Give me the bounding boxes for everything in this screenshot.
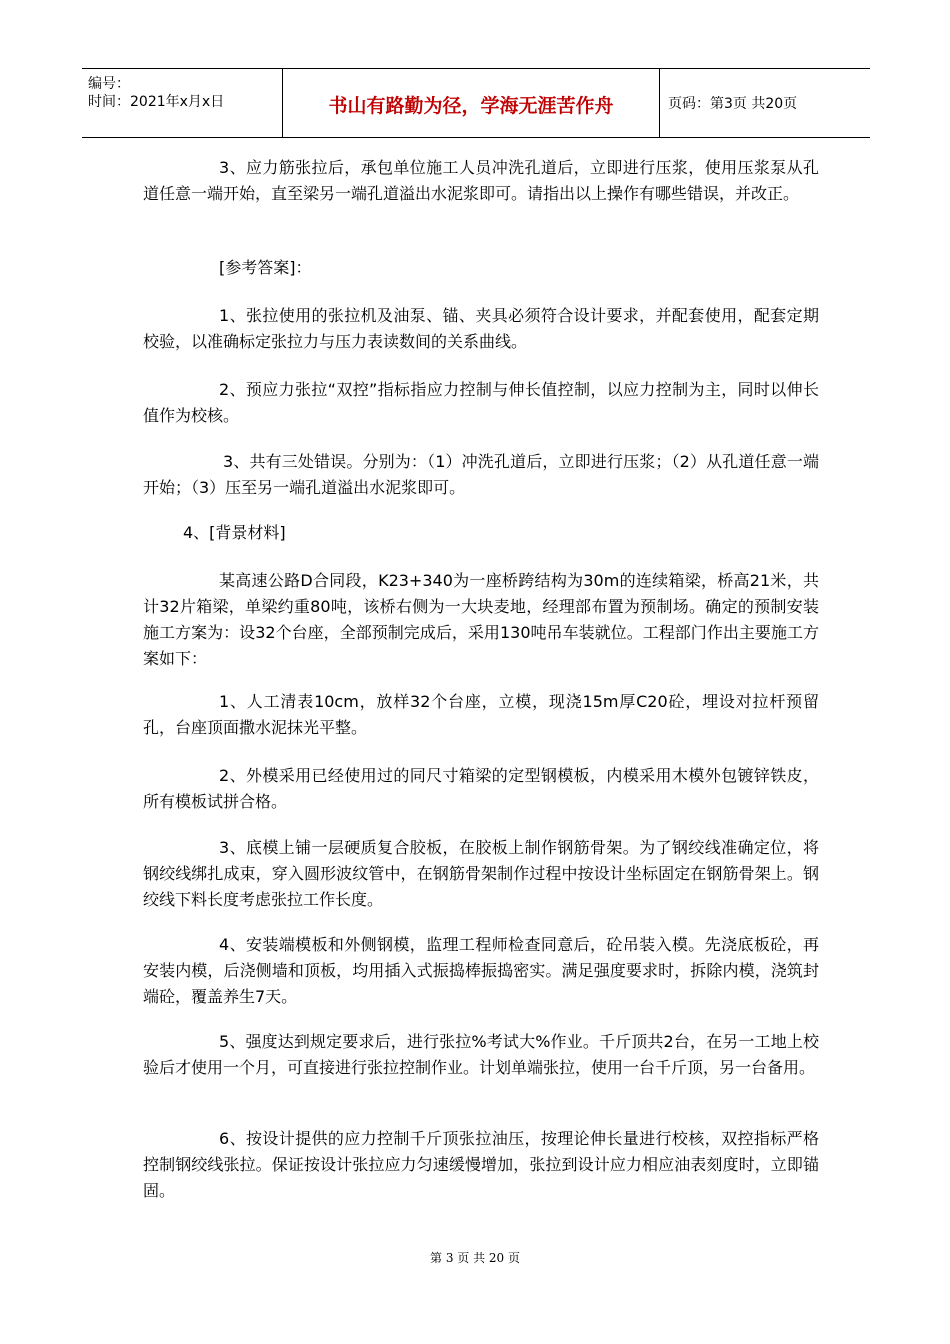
plan-item-5: 5、强度达到规定要求后，进行张拉%考试大%作业。千斤顶共2台，在另一工地上校验后才使用一个月，可直接进行张拉控制作业。计划单端张拉，使用一台千斤顶，另一台备用。 (143, 1032, 819, 1077)
answer-item-1: 1、张拉使用的张拉机及油泵、锚、夹具必须符合设计要求，并配套使用，配套定期校验，以准确标定张拉力与压力表读数间的关系曲线。 (143, 306, 819, 351)
page-header (82, 68, 870, 138)
header-info-cell (82, 69, 282, 137)
plan-item-4: 4、安装端模板和外侧钢模，监理工程师检查同意后，砼吊装入模。先浇底板砼，再安装内模，后浇侧墙和顶板，均用插入式振捣棒振捣密实。满足强度要求时，拆除内模，浇筑封端砼，覆盖养生7天。 (143, 935, 819, 1006)
answer-heading: [参考答案]： (219, 258, 312, 277)
answer-item-2: 2、预应力张拉“双控”指标指应力控制与伸长值控制，以应力控制为主，同时以伸长值作为校核。 (143, 380, 819, 425)
header-page-info: 页码：第3页 共20页 (668, 96, 798, 112)
plan-item-2: 2、外模采用已经使用过的同尺寸箱梁的定型钢模板，内模采用木模外包镀锌铁皮，所有模板试拼合格。 (143, 766, 819, 811)
answer-item-3: 3、共有三处错误。分别为：（1）冲洗孔道后，立即进行压浆；（2）从孔道任意一端开始；（3）压至另一端孔道溢出水泥浆即可。 (143, 452, 819, 497)
plan-item-1: 1、人工清表10cm，放样32个台座，立模，现浇15m厚C20砼，埋设对拉杆预留孔，台座顶面撒水泥抹光平整。 (143, 692, 819, 737)
page-footer: 第 3 页 共 20 页 (430, 1251, 520, 1265)
header-motto-cell (283, 69, 659, 137)
header-motto: 书山有路勤为径，学海无涯苦作舟 (328, 95, 614, 117)
section-heading: 4、[背景材料] (183, 523, 286, 542)
document-time-label: 时间：2021年x月x日 (88, 94, 225, 110)
plan-item-6: 6、按设计提供的应力控制千斤顶张拉油压，按理论伸长量进行校核，双控指标严格控制钢绞线张拉。保证按设计张拉应力匀速缓慢增加，张拉到设计应力相应油表刻度时，立即锚固。 (143, 1129, 819, 1200)
header-page-cell (660, 69, 870, 137)
document-number-label: 编号： (88, 76, 130, 92)
background-paragraph: 某高速公路D合同段，K23+340为一座桥跨结构为30m的连续箱梁，桥高21米，共计32片箱梁，单梁约重80吨，该桥右侧为一大块麦地，经理部布置为预制场。确定的预制安装施工方案为：设32个台座，全部预制完成后，采用130吨吊车装就位。工程部门作出主要施工方案如下： (143, 571, 819, 668)
question-paragraph: 3、应力筋张拉后，承包单位施工人员冲洗孔道后，立即进行压浆，使用压浆泵从孔道任意一端开始，直至梁另一端孔道溢出水泥浆即可。请指出以上操作有哪些错误，并改正。 (143, 158, 819, 203)
plan-item-3: 3、底模上铺一层硬质复合胶板，在胶板上制作钢筋骨架。为了钢绞线准确定位，将钢绞线绑扎成束，穿入圆形波纹管中，在钢筋骨架制作过程中按设计坐标固定在钢筋骨架上。钢绞线下料长度考虑张拉工作长度。 (143, 838, 819, 909)
